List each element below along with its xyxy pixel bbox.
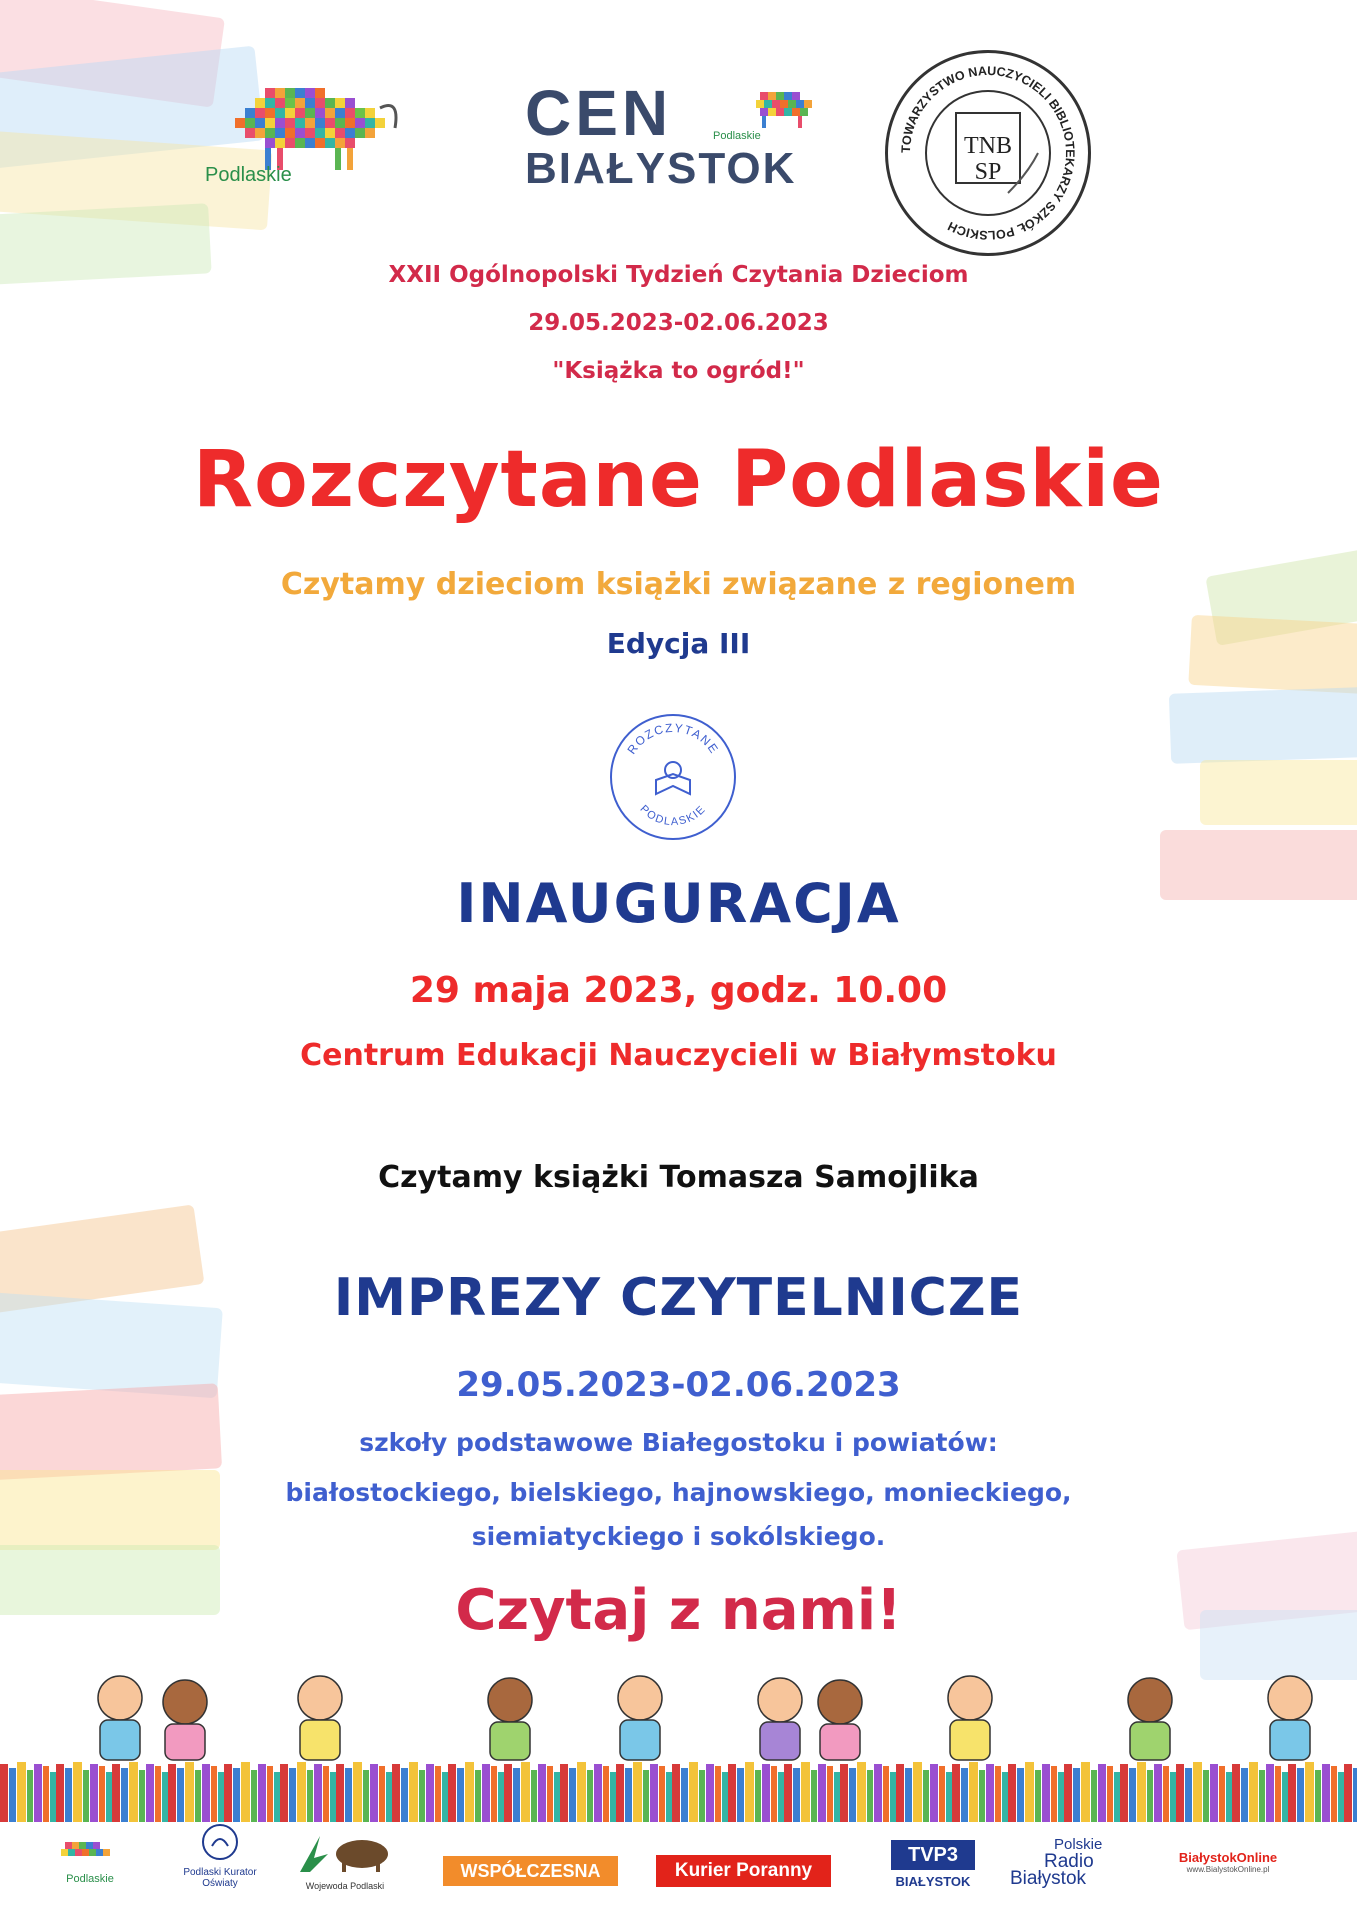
sponsor-kurator-line2: Oświaty	[202, 1878, 238, 1889]
event-name: XXII Ogólnopolski Tydzień Czytania Dzieciom	[388, 262, 969, 288]
sponsor-kurator-line1: Podlaski Kurator	[183, 1867, 257, 1878]
badge-bottom-text: PODLASKIE	[637, 803, 709, 829]
tnbsp-seal	[885, 50, 1091, 256]
book-spines-border	[0, 1760, 1357, 1822]
sponsor-podlaskie-label: Podlaskie	[66, 1873, 114, 1885]
events-line-1: szkoły podstawowe Białegostoku i powiatów:	[359, 1428, 998, 1457]
event-motto: "Książka to ogród!"	[552, 358, 805, 384]
cen-logo-small-label: Podlaskie	[713, 130, 761, 142]
edition-label: Edycja III	[606, 627, 751, 660]
reading-author-line: Czytamy książki Tomasza Samojlika	[378, 1160, 979, 1195]
inauguration-date: 29 maja 2023, godz. 10.00	[409, 970, 948, 1011]
radio-line3: Białystok	[1010, 1868, 1087, 1889]
children-row-icon	[0, 1660, 1357, 1770]
cen-logo-title: CEN	[525, 77, 673, 149]
podlaskie-logo	[205, 78, 435, 198]
online-logo: BiałystokOnline	[1178, 1850, 1278, 1865]
badge-top-text: ROZCZYTANE	[624, 720, 722, 757]
mini-bison-icon	[55, 1838, 125, 1868]
kids-illustration	[0, 1660, 1357, 1770]
sponsor-wspolczesna: WSPÓŁCZESNA	[443, 1856, 618, 1886]
sponsor-kurier: Kurier Poranny	[656, 1855, 831, 1887]
small-bison-icon	[750, 84, 820, 134]
page-title: Rozczytane Podlaskie	[193, 435, 1164, 525]
sponsor-kurator	[170, 1822, 270, 1889]
sponsor-radio	[1010, 1836, 1120, 1887]
sponsor-podlaskie	[45, 1838, 135, 1885]
radio-line2: Radio	[1044, 1851, 1094, 1872]
inauguration-place: Centrum Edukacji Nauczycieli w Białymstoku	[300, 1038, 1057, 1073]
sponsor-tvp	[888, 1840, 978, 1889]
online-url: www.BialystokOnline.pl	[1186, 1865, 1270, 1874]
seal-inner-text: TNB SP	[964, 133, 1012, 185]
radio-line1: Polskie	[1054, 1836, 1103, 1853]
rozczytane-badge	[608, 712, 738, 842]
event-dates: 29.05.2023-02.06.2023	[528, 310, 829, 336]
sponsor-bialystok-online	[1148, 1850, 1308, 1874]
cen-bialystok-logo	[525, 77, 845, 202]
events-dates: 29.05.2023-02.06.2023	[456, 1365, 901, 1405]
events-heading: IMPREZY CZYTELNICZE	[333, 1268, 1024, 1328]
sponsor-wojewoda	[280, 1828, 410, 1891]
events-line-3: siemiatyckiego i sokólskiego.	[471, 1522, 886, 1551]
inauguration-heading: INAUGURACJA	[456, 872, 901, 935]
wojewoda-bison-icon	[290, 1828, 400, 1876]
tvp-city: BIAŁYSTOK	[895, 1874, 971, 1889]
podlaskie-logo-label: Podlaskie	[205, 164, 292, 186]
events-line-2: białostockiego, bielskiego, hajnowskiego, monieckiego,	[285, 1478, 1072, 1507]
seal-outer-text: TOWARZYSTWO NAUCZYCIELI BIBLIOTEKARZY SZKÓŁ POLSKICH	[898, 63, 1078, 243]
reading-child-icon	[608, 712, 738, 842]
call-to-action: Czytaj z nami!	[455, 1578, 902, 1643]
cen-logo-city: BIAŁYSTOK	[525, 144, 797, 193]
tvp-logo-box: TVP3	[891, 1840, 975, 1870]
subtitle: Czytamy dzieciom książki związane z regionem	[280, 567, 1077, 602]
kurator-crest-icon	[200, 1822, 240, 1862]
sponsor-wojewoda-label: Wojewoda Podlaski	[305, 1881, 385, 1891]
